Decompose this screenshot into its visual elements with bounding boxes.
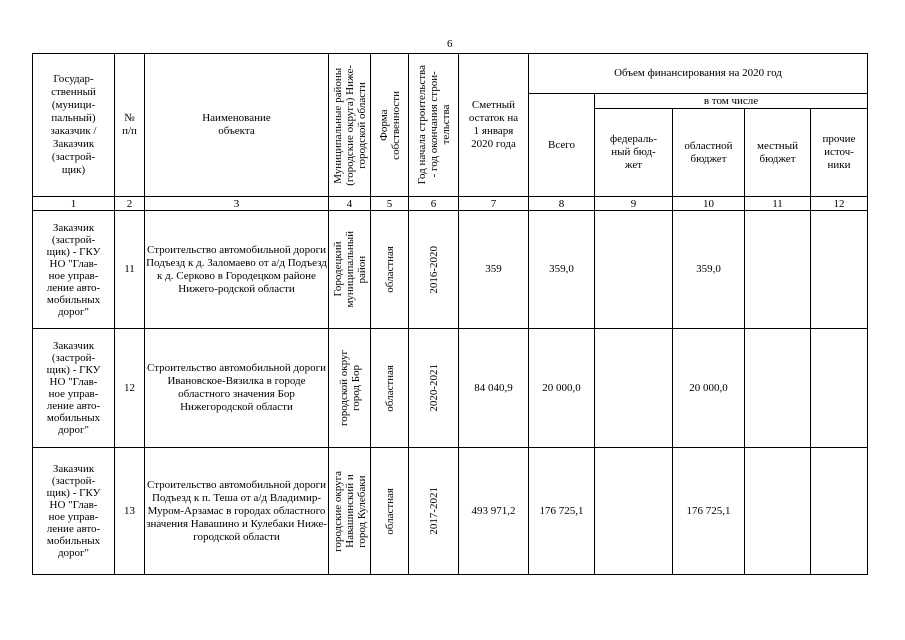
estimate-cell: 84 040,9: [459, 329, 529, 448]
regional-cell: 176 725,1: [673, 448, 745, 575]
row-number-cell: 13: [115, 448, 145, 575]
years-cell: 2017-2021: [409, 448, 459, 575]
object-name-cell: Строительство автомобильной дороги Ивановское-Вязилка в городе областного значения Бор Нижегородской области: [145, 329, 329, 448]
column-number: 8: [529, 197, 595, 211]
column-number: 4: [329, 197, 371, 211]
header-funding: Объем финансирования на 2020 год: [529, 54, 868, 94]
header-object: Наименование объекта: [145, 54, 329, 197]
local-cell: [745, 211, 811, 329]
federal-cell: [595, 211, 673, 329]
other-cell: [811, 329, 868, 448]
estimate-cell: 359: [459, 211, 529, 329]
other-cell: [811, 211, 868, 329]
financing-table: [32, 53, 868, 575]
district-cell: городские округа Навашинский и город Кулебаки: [329, 448, 371, 575]
total-cell: 20 000,0: [529, 329, 595, 448]
column-number-row: [33, 197, 868, 211]
customer-cell: Заказчик (застрой- щик) - ГКУ НО "Глав- ное управ- ление авто- мобильных дорог": [33, 329, 115, 448]
column-number: 3: [145, 197, 329, 211]
column-number: 9: [595, 197, 673, 211]
column-number: 5: [371, 197, 409, 211]
object-name-cell: Строительство автомобильной дороги Подъезд к п. Теша от а/д Владимир-Муром-Арзамас в городах областного значения Навашино и Кулебаки Ниже-городской области: [145, 448, 329, 575]
total-cell: 359,0: [529, 211, 595, 329]
header-ownership: Форма собственности: [371, 54, 409, 197]
other-cell: [811, 448, 868, 575]
header-federal: федераль- ный бюд- жет: [595, 109, 673, 197]
local-cell: [745, 329, 811, 448]
header-years: Год начала строительства - год окончания строи- тельства: [409, 54, 459, 197]
ownership-cell: областная: [371, 211, 409, 329]
header-estimate: Сметный остаток на 1 января 2020 года: [459, 54, 529, 197]
column-number: 2: [115, 197, 145, 211]
estimate-cell: 493 971,2: [459, 448, 529, 575]
years-cell: 2016-2020: [409, 211, 459, 329]
ownership-cell: областная: [371, 329, 409, 448]
row-number-cell: 11: [115, 211, 145, 329]
customer-cell: Заказчик (застрой- щик) - ГКУ НО "Глав- ное управ- ление авто- мобильных дорог": [33, 448, 115, 575]
header-customer: Государ- ственный (муници- пальный) заказчик / Заказчик (застрой- щик): [33, 54, 115, 197]
column-number: 10: [673, 197, 745, 211]
table-row: [33, 211, 868, 329]
total-cell: 176 725,1: [529, 448, 595, 575]
header-local: местный бюджет: [745, 109, 811, 197]
regional-cell: 20 000,0: [673, 329, 745, 448]
object-name-cell: Строительство автомобильной дороги Подъезд к д. Заломаево от а/д Подъезд к д. Серково в Городецком районе Нижего-родской области: [145, 211, 329, 329]
column-number: 7: [459, 197, 529, 211]
district-cell: Городецкий муниципальный район: [329, 211, 371, 329]
column-number: 11: [745, 197, 811, 211]
federal-cell: [595, 329, 673, 448]
table-row: [33, 329, 868, 448]
column-number: 1: [33, 197, 115, 211]
header-regional: областной бюджет: [673, 109, 745, 197]
header-including: в том числе: [595, 94, 868, 109]
regional-cell: 359,0: [673, 211, 745, 329]
years-cell: 2020-2021: [409, 329, 459, 448]
row-number-cell: 12: [115, 329, 145, 448]
table-row: [33, 448, 868, 575]
customer-cell: Заказчик (застрой- щик) - ГКУ НО "Глав- ное управ- ление авто- мобильных дорог": [33, 211, 115, 329]
header-total: Всего: [529, 94, 595, 197]
header-other: прочие источ- ники: [811, 109, 868, 197]
local-cell: [745, 448, 811, 575]
header-district: Муниципальные районы (городские округа) Ниже- городской области: [329, 54, 371, 197]
district-cell: городской округ город Бор: [329, 329, 371, 448]
header-num: № п/п: [115, 54, 145, 197]
ownership-cell: областная: [371, 448, 409, 575]
column-number: 6: [409, 197, 459, 211]
page-number: 6: [447, 38, 453, 50]
column-number: 12: [811, 197, 868, 211]
federal-cell: [595, 448, 673, 575]
